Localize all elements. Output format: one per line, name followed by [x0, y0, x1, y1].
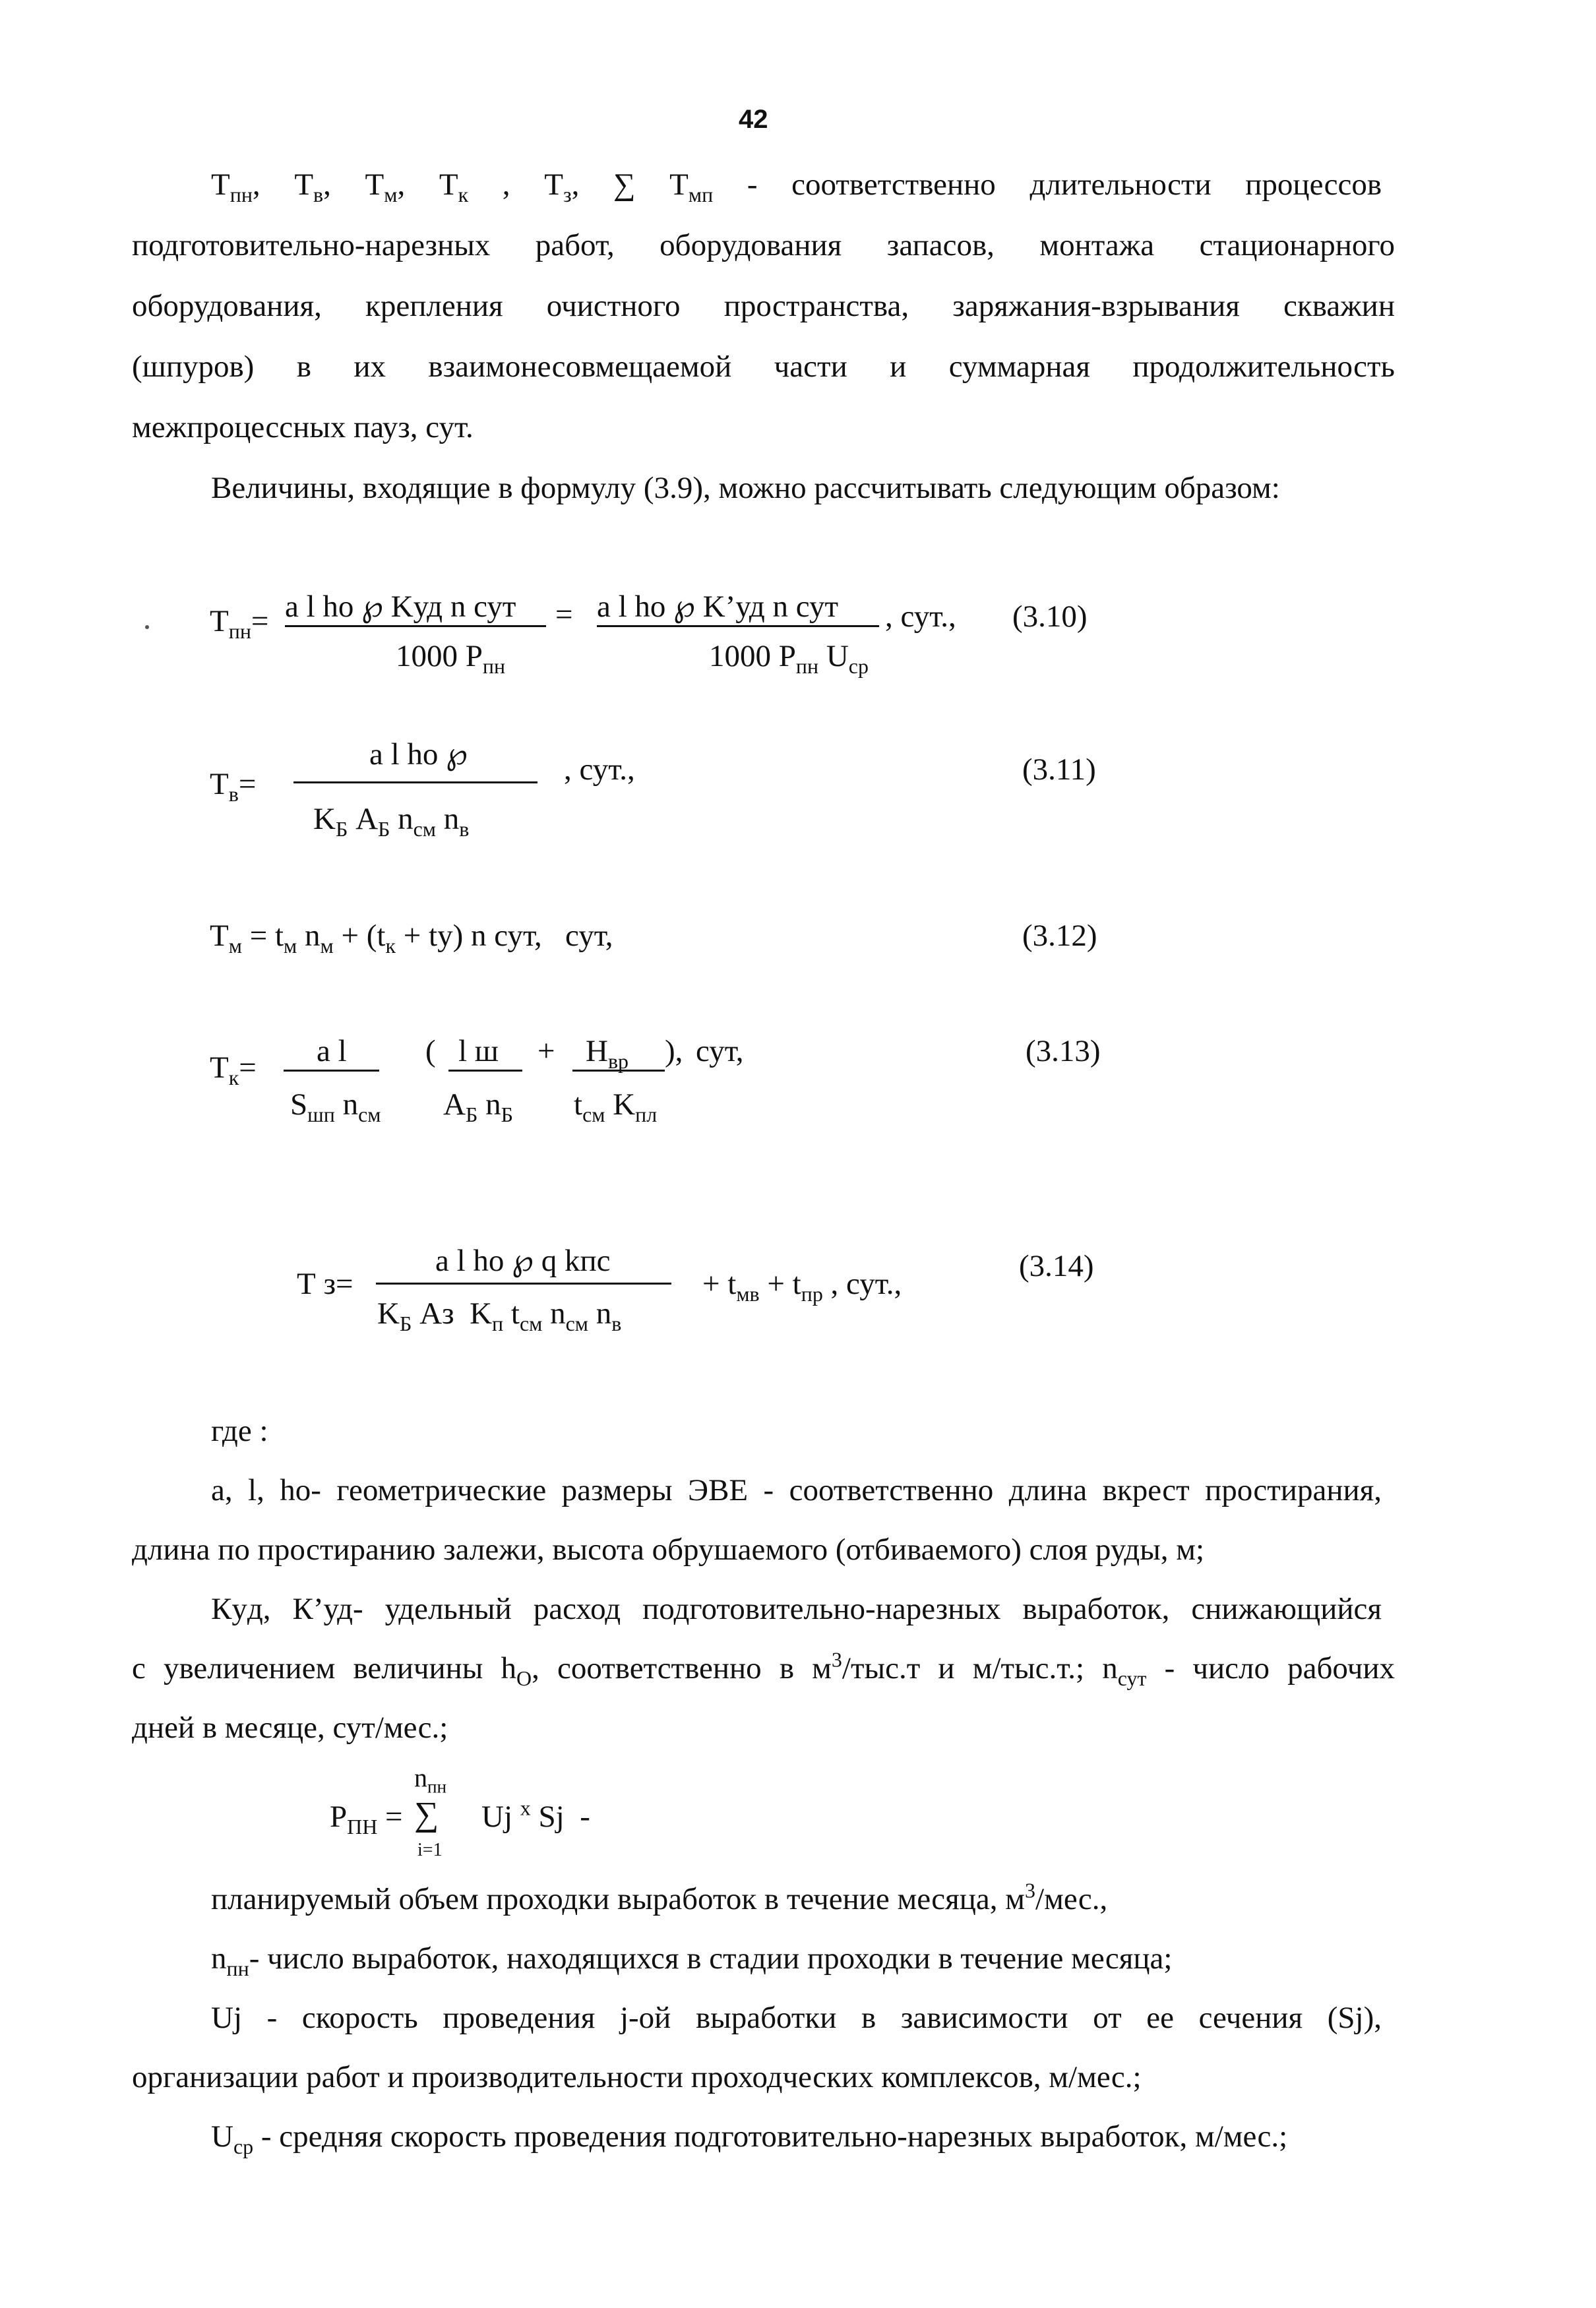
scan-speck: [145, 625, 149, 629]
def6: $U_{ср}$ - средняя скорость проведения подготовительно-нарезных выработок, м/мес.;: [211, 2119, 1288, 2159]
f314-fraction-line: [376, 1283, 671, 1285]
def3: планируемый объем проходки выработок в течение месяца, $м^3$/мес.,: [211, 1879, 1108, 1916]
where-label: где :: [211, 1414, 268, 1448]
f310-den2: 1000 $Р_{пн}$ $U_{ср}$: [709, 639, 869, 679]
f311-den: $K_Б$ $A_Б$ $n_{см}$ $n_в$: [313, 802, 470, 841]
f313-fraction-line-3: [572, 1070, 665, 1072]
def2-line-1: Кyд, К’уд- удельный расход подготовительно-нарезных выработок, снижающийся: [211, 1592, 1382, 1626]
intro-line-5: межпроцессных пауз, сут.: [132, 410, 474, 444]
f313-plus: +: [537, 1034, 555, 1068]
f313-fraction-line-1: [284, 1070, 379, 1072]
f313-number: (3.13): [1026, 1034, 1101, 1068]
symbol-t-pn: $Т_{пн}$,: [211, 167, 261, 207]
f311-number: (3.11): [1022, 752, 1096, 787]
f313-fraction-line-2: [448, 1070, 522, 1072]
f310-unit: , сут.,: [885, 599, 956, 634]
fp-lower-limit: i=1: [417, 1840, 443, 1860]
f310-number: (3.10): [1012, 599, 1088, 634]
intro-line-4: (шпуров) в их взаимонесовмещаемой части и суммарная продолжительность: [132, 349, 1395, 384]
symbol-t-m: $Т_м$,: [365, 167, 406, 207]
f314-rest: + $t_{мв} + t_{пр}$ , сут.,: [702, 1267, 902, 1306]
intro-line-2: подготовительно-нарезных работ, оборудования запасов, монтажа стационарного: [132, 228, 1395, 262]
f313-num3: $H_{вр}$: [586, 1034, 629, 1074]
f311-num: a l ho ℘: [369, 737, 468, 772]
f310-fraction-line-1: [285, 625, 546, 627]
f311-lhs: $Т_в=$: [210, 767, 257, 806]
f313-num2: l ш: [458, 1034, 499, 1068]
f314-lhs: Т з=: [297, 1267, 353, 1301]
fp-lhs: $Р_{ПН}$ =: [330, 1800, 403, 1839]
def1-line-2: длина по простиранию залежи, высота обрушаемого (отбиваемого) слоя руды, м;: [132, 1533, 1205, 1567]
f310-num1: a l ho ℘ Kуд n сут: [285, 590, 516, 624]
f310-lhs: $Т_{пн}=$: [210, 604, 269, 644]
f310-den1: 1000 $Р_{пн}$: [396, 639, 506, 679]
f313-open-paren: (: [425, 1034, 436, 1068]
f314-num: a l ho ℘ q kпс: [435, 1244, 611, 1278]
intro-line-1: [211, 167, 1382, 207]
f310-num2: a l ho ℘ K’уд n сут: [597, 590, 839, 624]
def5-line-1: Uj - скорость проведения j-ой выработки в зависимости от ее сечения (Sj),: [211, 2001, 1382, 2035]
symbol-t-v: $Т_в$,: [294, 167, 331, 207]
f313-den2: $A_Б$ $n_Б$: [443, 1087, 513, 1127]
def4: $n_{пн}-$ число выработок, находящихся в стадии проходки в течение месяца;: [211, 1941, 1173, 1981]
f311-fraction-line: [293, 781, 537, 783]
f312-number: (3.12): [1022, 919, 1097, 953]
f313-unit: сут,: [696, 1034, 744, 1068]
formula-intro: Величины, входящие в формулу (3.9), можно рассчитывать следующим образом:: [211, 471, 1280, 505]
f314-den: $K_Б$ Aз $K_п$ $t_{см}$ $n_{см}$ $n_в$: [377, 1296, 622, 1336]
def5-line-2: организации работ и производительности проходческих комплексов, м/мес.;: [132, 2060, 1142, 2094]
fp-body: Uj $^x$ Sj -: [481, 1796, 590, 1834]
page-number: 42: [739, 105, 768, 134]
fp-sigma: ∑: [414, 1796, 439, 1833]
f312-expression: $Т_м = t_м$ $n_м + (t_к + tу)$ n сут, сут,: [210, 919, 613, 958]
def2-line-3: дней в месяце, сут/мес.;: [132, 1711, 448, 1745]
symbol-t-z: $Т_з$,: [544, 167, 580, 207]
f313-close: ),: [665, 1034, 683, 1068]
f313-lhs: $Т_к=$: [210, 1050, 257, 1090]
f311-unit: , сут.,: [564, 752, 635, 787]
f313-den3: $t_{см}$ $K_{пл}$: [574, 1087, 658, 1127]
intro-line-1-text: - соответственно длительности процессов: [747, 167, 1382, 202]
def2-line-2: с увеличением величины $h_O$, соответственно в $м^3/тыс.т$ и м/тыс.т.; $n_{сут}$ - число рабочих: [132, 1648, 1395, 1691]
fp-upper-limit: $n_{пн}$: [414, 1763, 447, 1797]
f310-fraction-line-2: [597, 625, 879, 627]
f310-eq2: =: [555, 597, 573, 632]
intro-line-3: оборудования, крепления очистного пространства, заряжания-взрывания скважин: [132, 289, 1395, 323]
def1-line-1: a, l, ho- геометрические размеры ЭВЕ - соответственно длина вкрест простирания,: [211, 1473, 1382, 1507]
symbol-sum-t-mp: ∑ $Т_{мп}$: [613, 167, 714, 207]
f314-number: (3.14): [1019, 1249, 1094, 1283]
f313-num1: a l: [317, 1034, 347, 1068]
f313-den1: $S_{шп}$ $n_{см}$: [290, 1087, 381, 1127]
symbol-t-k: $Т_к$ ,: [439, 167, 510, 207]
